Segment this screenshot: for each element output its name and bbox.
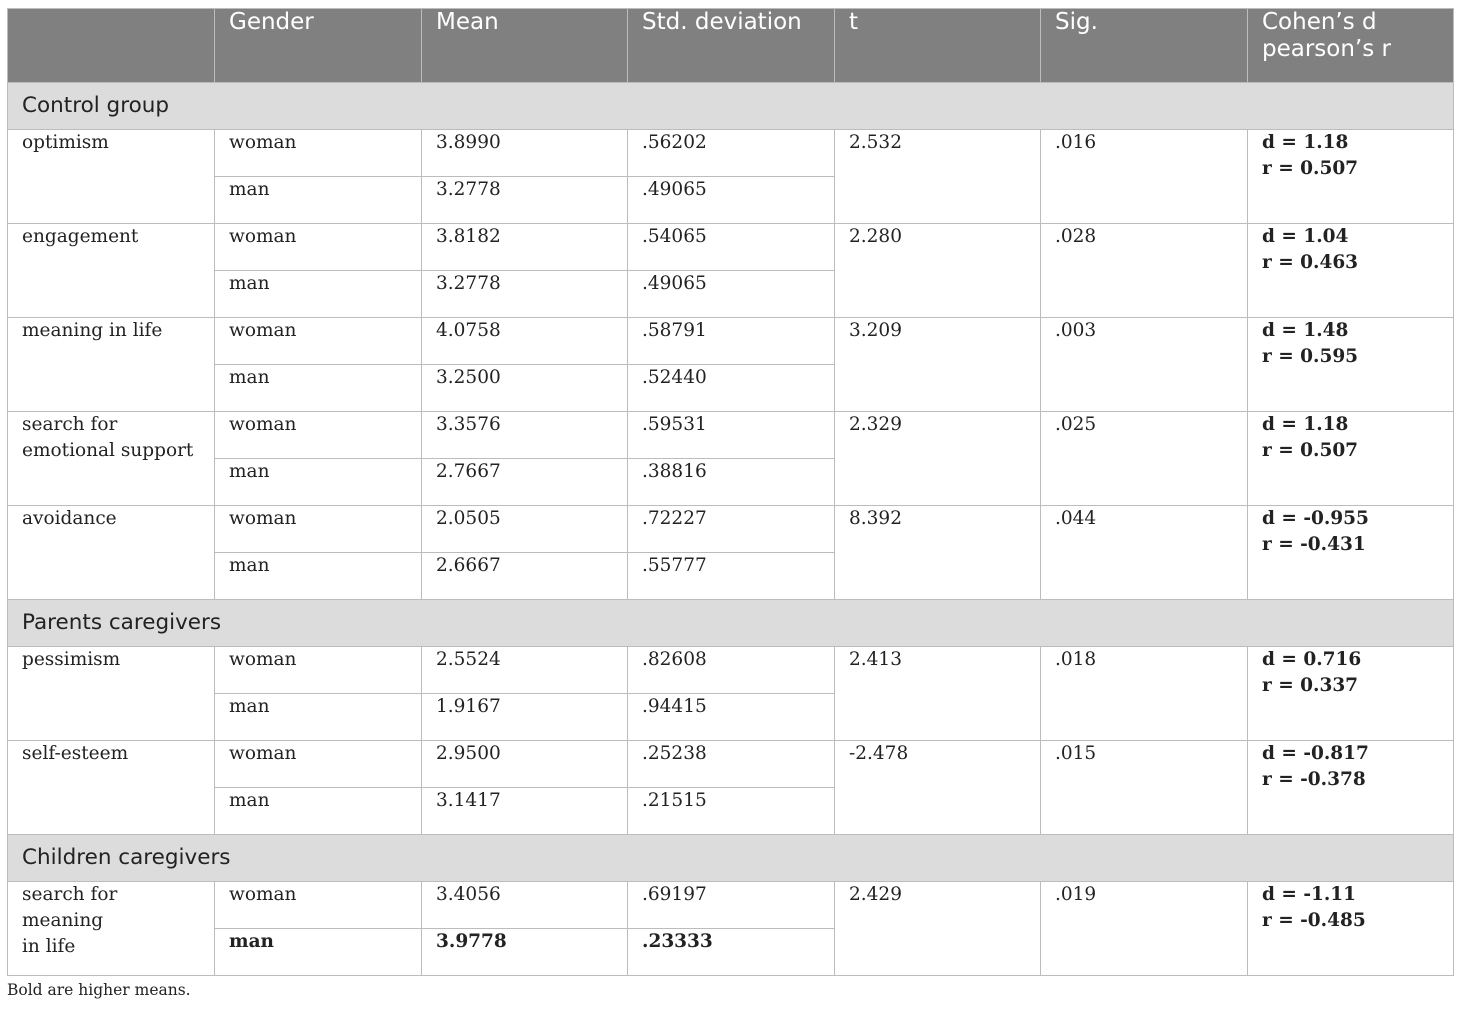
- pearsons-r-value: r = -0.431: [1262, 534, 1366, 555]
- t-cell: -2.478: [835, 741, 1041, 835]
- t-cell: 3.209: [835, 318, 1041, 412]
- gender-cell: woman: [215, 882, 422, 929]
- effect-cell: [1248, 647, 1454, 741]
- header-t: t: [835, 9, 1041, 83]
- std-cell: .49065: [628, 271, 835, 318]
- t-cell: 2.429: [835, 882, 1041, 976]
- gender-cell: woman: [215, 741, 422, 788]
- mean-cell: 2.0505: [422, 506, 628, 553]
- section-title: Control group: [8, 83, 1454, 130]
- variable-line: search for: [22, 414, 118, 435]
- header-cohens-d: Cohen’s d: [1262, 9, 1377, 35]
- effect-cell: [1248, 412, 1454, 506]
- table-row: [8, 647, 1454, 694]
- variable-cell: avoidance: [8, 506, 215, 600]
- mean-cell: 3.8182: [422, 224, 628, 271]
- section-row: [8, 835, 1454, 882]
- header-pearsons-r: pearson’s r: [1262, 36, 1391, 62]
- std-cell: .54065: [628, 224, 835, 271]
- pearsons-r-value: r = 0.507: [1262, 158, 1359, 179]
- cohens-d-value: d = -0.955: [1262, 508, 1369, 529]
- sig-cell: .025: [1041, 412, 1248, 506]
- std-cell: .49065: [628, 177, 835, 224]
- section-row: [8, 600, 1454, 647]
- table-row: [8, 318, 1454, 365]
- section-row: [8, 83, 1454, 130]
- sig-cell: .044: [1041, 506, 1248, 600]
- std-cell: .23333: [628, 929, 835, 976]
- effect-cell: [1248, 224, 1454, 318]
- mean-cell: 3.3576: [422, 412, 628, 459]
- results-table: [7, 8, 1454, 976]
- effect-cell: [1248, 741, 1454, 835]
- mean-cell: 3.2778: [422, 177, 628, 224]
- mean-cell: 4.0758: [422, 318, 628, 365]
- sig-cell: .019: [1041, 882, 1248, 976]
- mean-cell: 2.7667: [422, 459, 628, 506]
- gender-cell: woman: [215, 647, 422, 694]
- pearsons-r-value: r = 0.463: [1262, 252, 1359, 273]
- header-gender: Gender: [215, 9, 422, 83]
- std-cell: .94415: [628, 694, 835, 741]
- effect-cell: [1248, 130, 1454, 224]
- t-cell: 2.280: [835, 224, 1041, 318]
- variable-cell: [8, 412, 215, 506]
- section-title: Children caregivers: [8, 835, 1454, 882]
- cohens-d-value: d = 0.716: [1262, 649, 1362, 670]
- mean-cell: 1.9167: [422, 694, 628, 741]
- header-mean: Mean: [422, 9, 628, 83]
- gender-cell: man: [215, 459, 422, 506]
- mean-cell: 3.9778: [422, 929, 628, 976]
- mean-cell: 2.6667: [422, 553, 628, 600]
- header-std-deviation: Std. deviation: [628, 9, 835, 83]
- variable-cell: [8, 882, 215, 976]
- mean-cell: 3.1417: [422, 788, 628, 835]
- mean-cell: 3.2778: [422, 271, 628, 318]
- variable-cell: pessimism: [8, 647, 215, 741]
- std-cell: .25238: [628, 741, 835, 788]
- table-row: [8, 412, 1454, 459]
- section-title: Parents caregivers: [8, 600, 1454, 647]
- table-row: [8, 224, 1454, 271]
- gender-cell: man: [215, 177, 422, 224]
- pearsons-r-value: r = -0.378: [1262, 769, 1366, 790]
- t-cell: 2.532: [835, 130, 1041, 224]
- variable-cell: engagement: [8, 224, 215, 318]
- pearsons-r-value: r = 0.595: [1262, 346, 1359, 367]
- gender-cell: woman: [215, 506, 422, 553]
- header-row: [8, 9, 1454, 83]
- effect-cell: [1248, 506, 1454, 600]
- cohens-d-value: d = 1.04: [1262, 226, 1349, 247]
- mean-cell: 3.8990: [422, 130, 628, 177]
- mean-cell: 3.2500: [422, 365, 628, 412]
- table-footnote: Bold are higher means.: [7, 981, 191, 999]
- std-cell: .55777: [628, 553, 835, 600]
- table-row: [8, 506, 1454, 553]
- gender-cell: man: [215, 553, 422, 600]
- std-cell: .59531: [628, 412, 835, 459]
- gender-cell: woman: [215, 224, 422, 271]
- header-sig: Sig.: [1041, 9, 1248, 83]
- t-cell: 8.392: [835, 506, 1041, 600]
- effect-cell: [1248, 882, 1454, 976]
- cohens-d-value: d = -1.11: [1262, 884, 1357, 905]
- t-cell: 2.329: [835, 412, 1041, 506]
- sig-cell: .016: [1041, 130, 1248, 224]
- gender-cell: man: [215, 788, 422, 835]
- sig-cell: .003: [1041, 318, 1248, 412]
- gender-cell: man: [215, 271, 422, 318]
- variable-cell: self-esteem: [8, 741, 215, 835]
- sig-cell: .018: [1041, 647, 1248, 741]
- variable-line: in life: [22, 936, 76, 957]
- pearsons-r-value: r = 0.507: [1262, 440, 1359, 461]
- std-cell: .21515: [628, 788, 835, 835]
- table-row: [8, 882, 1454, 929]
- variable-line: search for meaning: [22, 884, 118, 931]
- effect-cell: [1248, 318, 1454, 412]
- cohens-d-value: d = 1.18: [1262, 414, 1349, 435]
- sig-cell: .028: [1041, 224, 1248, 318]
- gender-cell: woman: [215, 130, 422, 177]
- gender-cell: man: [215, 929, 422, 976]
- variable-cell: meaning in life: [8, 318, 215, 412]
- std-cell: .82608: [628, 647, 835, 694]
- cohens-d-value: d = 1.48: [1262, 320, 1349, 341]
- std-cell: .56202: [628, 130, 835, 177]
- std-cell: .72227: [628, 506, 835, 553]
- header-effect-size: [1248, 9, 1454, 83]
- sig-cell: .015: [1041, 741, 1248, 835]
- gender-cell: man: [215, 365, 422, 412]
- t-cell: 2.413: [835, 647, 1041, 741]
- cohens-d-value: d = -0.817: [1262, 743, 1369, 764]
- cohens-d-value: d = 1.18: [1262, 132, 1349, 153]
- table-row: [8, 741, 1454, 788]
- std-cell: .69197: [628, 882, 835, 929]
- variable-cell: optimism: [8, 130, 215, 224]
- mean-cell: 2.5524: [422, 647, 628, 694]
- variable-line: emotional support: [22, 440, 194, 461]
- pearsons-r-value: r = -0.485: [1262, 910, 1366, 931]
- pearsons-r-value: r = 0.337: [1262, 675, 1359, 696]
- table-row: [8, 130, 1454, 177]
- gender-cell: man: [215, 694, 422, 741]
- std-cell: .38816: [628, 459, 835, 506]
- mean-cell: 3.4056: [422, 882, 628, 929]
- gender-cell: woman: [215, 412, 422, 459]
- gender-cell: woman: [215, 318, 422, 365]
- std-cell: .52440: [628, 365, 835, 412]
- std-cell: .58791: [628, 318, 835, 365]
- header-variable: [8, 9, 215, 83]
- mean-cell: 2.9500: [422, 741, 628, 788]
